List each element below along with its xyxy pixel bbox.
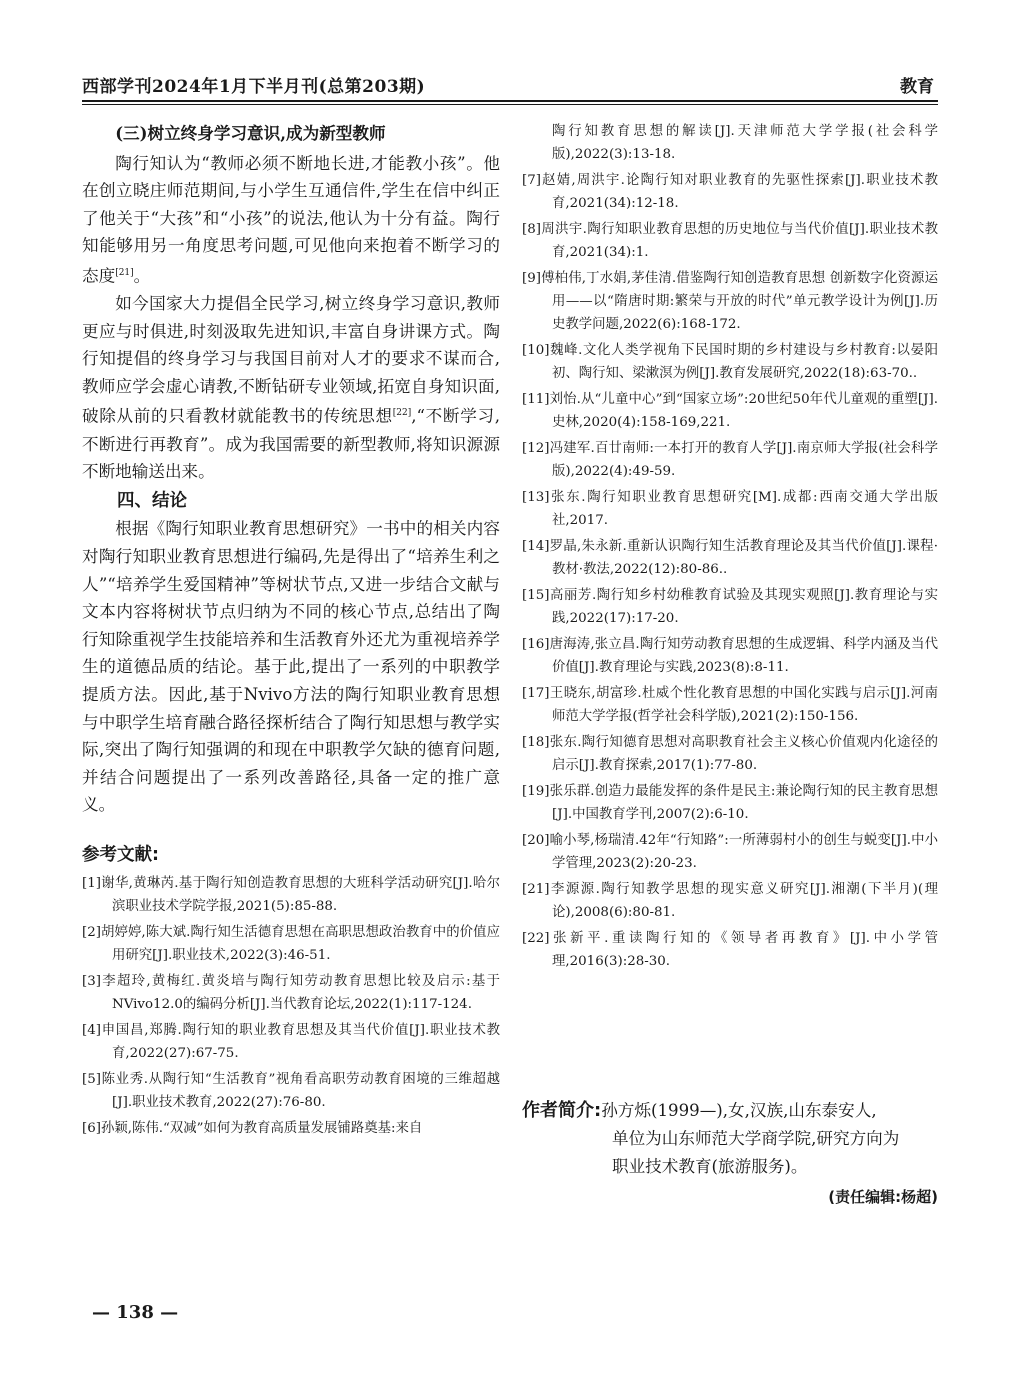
reference-item: [14]罗晶,朱永新.重新认识陶行知生活教育理论及其当代价值[J].课程·教材·教法,2022(12):80-86.. <box>522 539 938 577</box>
header-rule <box>82 100 938 102</box>
references-heading: 参考文献: <box>82 844 159 865</box>
journal-masthead: 西部学刊2024年1月下半月刊(总第203期) <box>82 77 426 97</box>
left-column <box>82 120 500 1143</box>
reference-item: [4]申国昌,郑腾.陶行知的职业教育思想及其当代价值[J].职业技术教育,2022(27):67-75. <box>82 1022 500 1061</box>
reference-item: [6]孙颖,陈伟.“双减”如何为教育高质量发展铺路奠基:来自 <box>82 1120 423 1136</box>
citation-21: [21] <box>115 267 134 278</box>
header-rule-thin <box>82 104 938 105</box>
reference-item: [15]高丽芳.陶行知乡村幼稚教育试验及其现实观照[J].教育理论与实践,2022(17):17-20. <box>522 588 938 626</box>
subsection-heading: (三)树立终身学习意识,成为新型教师 <box>115 123 386 143</box>
reference-item: [10]魏峰.文化人类学视角下民国时期的乡村建设与乡村教育:以晏阳初、陶行知、梁漱溟为例[J].教育发展研究,2022(18):63-70.. <box>522 343 938 381</box>
reference-item: [17]王晓东,胡富珍.杜威个性化教育思想的中国化实践与启示[J].河南师范大学学报(哲学社会科学版),2021(2):150-156. <box>522 686 938 724</box>
paragraph-2-text-a: 如今国家大力提倡全民学习,树立终身学习意识,教师更应与时俱进,时刻汲取先进知识,丰富自身讲课方式。陶行知提倡的终身学习与我国目前对人才的要求不谋而合,教师应学会虚心请教,不断钻研专业领域,拓宽自身知识面,破除从前的只看教材就能教书的传统思想 <box>82 294 500 426</box>
page-number: — 138 — <box>92 1302 179 1323</box>
reference-item: [9]傅柏伟,丁水娟,茅佳清.借鉴陶行知创造教育思想 创新数字化资源运用——以“隋唐时期:繁荣与开放的时代”单元教学设计为例[J].历史教学问题,2022(6):168-172. <box>522 271 938 332</box>
reference-item: [21]李源源.陶行知教学思想的现实意义研究[J].湘潮(下半月)(理论),2008(6):80-81. <box>522 882 938 920</box>
author-bio-line-2: 单位为山东师范大学商学院,研究方向为 <box>612 1129 900 1148</box>
reference-item: [22]张新平.重读陶行知的《领导者再教育》[J].中小学管理,2016(3):28-30. <box>522 931 938 969</box>
paragraph-1 <box>82 150 500 291</box>
author-bio-line-1: 孙方烁(1999—),女,汉族,山东泰安人, <box>601 1101 877 1120</box>
reference-item-continued: 陶行知教育思想的解读[J].天津师范大学学报(社会科学版),2022(3):13-18. <box>552 124 938 162</box>
section-heading-conclusion: 四、结论 <box>117 490 187 511</box>
reference-item: [1]谢华,黄琳芮.基于陶行知创造教育思想的大班科学活动研究[J].哈尔滨职业技术学院学报,2021(5):85-88. <box>82 875 500 914</box>
reference-item: [13]张东.陶行知职业教育思想研究[M].成都:西南交通大学出版社,2017. <box>522 490 938 528</box>
paragraph-1-end: 。 <box>133 266 151 286</box>
page-header <box>82 70 938 100</box>
responsible-editor: (责任编辑:杨超) <box>828 1188 938 1206</box>
reference-list-left <box>82 872 500 1140</box>
paragraph-2 <box>82 290 500 486</box>
author-bio-label: 作者简介: <box>522 1100 602 1121</box>
reference-item: [7]赵婧,周洪宇.论陶行知对职业教育的先驱性探索[J].职业技术教育,2021(34):12-18. <box>522 173 938 211</box>
reference-item: [18]张东.陶行知德育思想对高职教育社会主义核心价值观内化途径的启示[J].教育探索,2017(1):77-80. <box>522 735 938 773</box>
reference-item: [12]冯建军.百廿南师:一本打开的教育人学[J].南京师大学报(社会科学版),2022(4):49-59. <box>522 441 938 479</box>
section-name: 教育 <box>900 77 934 97</box>
reference-item: [3]李超玲,黄梅红.黄炎培与陶行知劳动教育思想比较及启示:基于NVivo12.0的编码分析[J].当代教育论坛,2022(1):117-124. <box>82 973 500 1012</box>
reference-item: [8]周洪宇.陶行知职业教育思想的历史地位与当代价值[J].职业技术教育,2021(34):1. <box>522 222 938 260</box>
reference-item: [11]刘怡.从“儿童中心”到“国家立场”:20世纪50年代儿童观的重塑[J].史林,2020(4):158-169,221. <box>522 392 938 430</box>
paragraph-1-text: 陶行知认为“教师必须不断地长进,才能教小孩”。他在创立晓庄师范期间,与小学生互通信件,学生在信中纠正了他关于“大孩”和“小孩”的说法,他认为十分有益。陶行知能够用另一角度思考问题,可见他向来抱着不断学习的态度 <box>82 153 500 286</box>
reference-item: [5]陈业秀.从陶行知“生活教育”视角看高职劳动教育困境的三维超越[J].职业技术教育,2022(27):76-80. <box>82 1071 500 1110</box>
reference-item: [20]喻小琴,杨瑞清.42年“行知路”:一所薄弱村小的创生与蜕变[J].中小学管理,2023(2):20-23. <box>522 833 938 871</box>
reference-item: [2]胡婷婷,陈大斌.陶行知生活德育思想在高职思想政治教育中的价值应用研究[J].职业技术,2022(3):46-51. <box>82 924 500 963</box>
author-bio <box>522 1097 942 1181</box>
reference-item: [16]唐海涛,张立昌.陶行知劳动教育思想的生成逻辑、科学内涵及当代价值[J].教育理论与实践,2023(8):8-11. <box>522 637 938 675</box>
reference-list-right <box>522 120 938 973</box>
reference-item: [19]张乐群.创造力最能发挥的条件是民主:兼论陶行知的民主教育思想[J].中国教育学刊,2007(2):6-10. <box>522 784 938 822</box>
paragraph-2-text-b: ,“不断学习,不断进行再教育”。成为我国需要的新型教师,将知识源源不断地输送出来。 <box>82 407 500 482</box>
paragraph-3: 根据《陶行知职业教育思想研究》一书中的相关内容对陶行知职业教育思想进行编码,先是得出了“培养生利之人”“培养学生爱国精神”等树状节点,又进一步结合文献与文本内容将树状节点归纳为不同的核心节点,总结出了陶行知除重视学生技能培养和生活教育外还尤为重视培养学生的道德品质的结论。基于此,提出了一系列的中职教学提质方法。因此,基于Nvivo方法的陶行知职业教育思想与中职学生培育融合路径探析结合了陶行知思想与教学实际,突出了陶行知强调的和现在中职教学欠缺的德育问题,并结合问题提出了一系列改善路径,具备一定的推广意义。 <box>82 519 500 815</box>
right-column <box>522 120 938 976</box>
author-bio-line-3: 职业技术教育(旅游服务)。 <box>612 1157 808 1176</box>
citation-22: [22] <box>392 408 412 419</box>
